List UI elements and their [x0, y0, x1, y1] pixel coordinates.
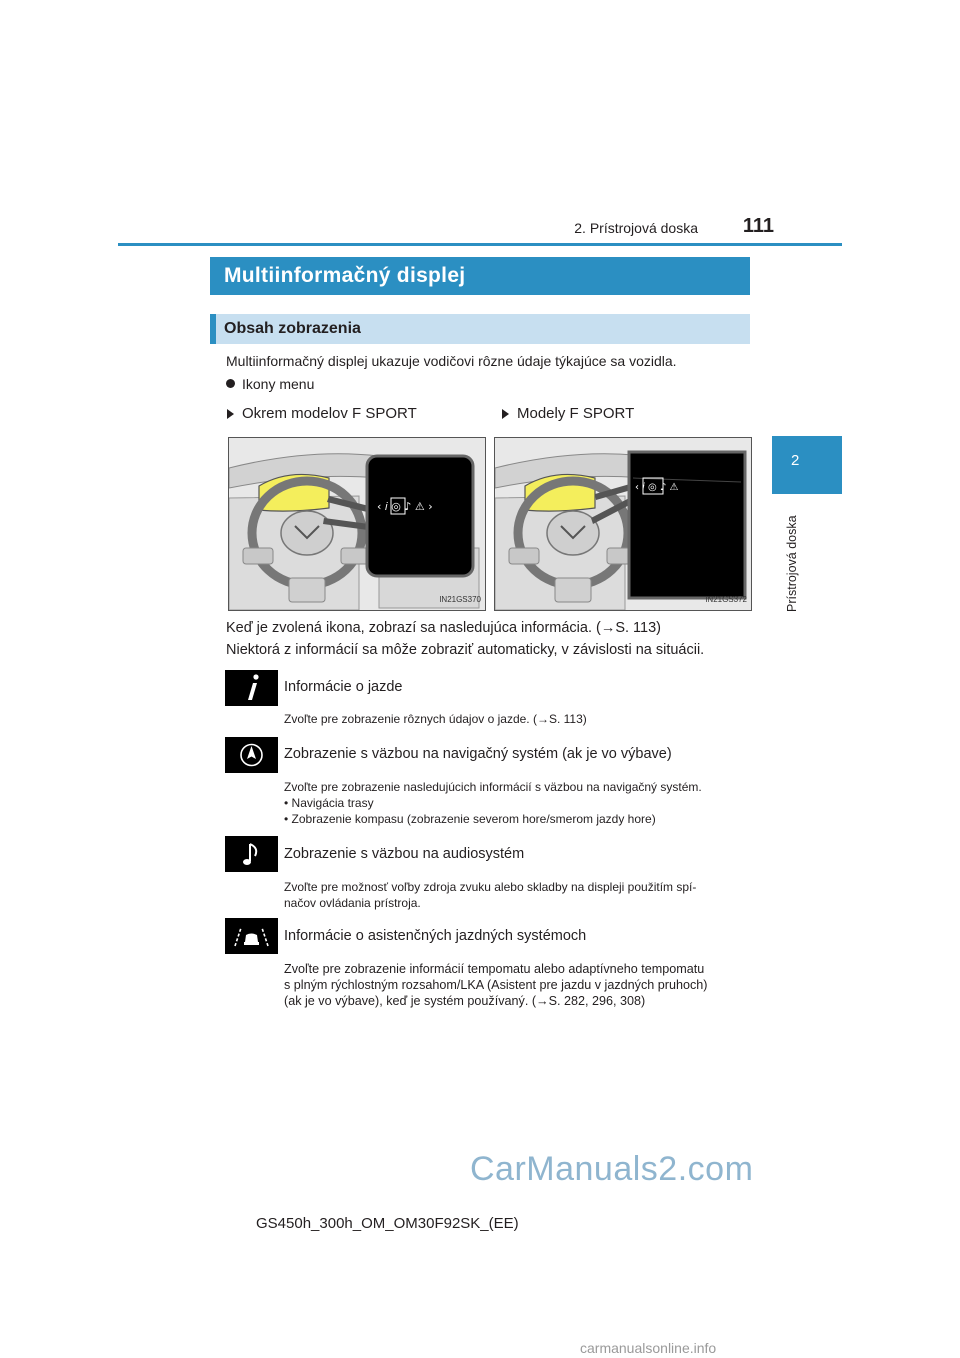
page-number: 111: [742, 215, 774, 237]
dashboard-illustration: [495, 438, 751, 610]
item-title-driving-info: Informácie o jazde: [284, 679, 403, 695]
item-title-audio: Zobrazenie s väzbou na audiosystém: [284, 846, 525, 862]
item-desc-line: Zvoľte pre zobrazenie nasledujúcich informácií s väzbou na navigačný systém.: [284, 780, 702, 794]
header-section-title: 2. Prístrojová doska: [574, 220, 698, 236]
figure-right-caption: Modely F SPORT: [517, 405, 635, 422]
driving-assist-icon: [225, 918, 278, 954]
svg-text:‹ 𝑖 ◎ ♪ ⚠ ›: ‹ 𝑖 ◎ ♪ ⚠ ›: [377, 500, 433, 513]
navigation-icon: [225, 737, 278, 773]
figure-code: IN21GS370: [439, 595, 481, 604]
section-heading-text: Multiinformačný displej: [224, 264, 466, 287]
music-note-icon: [225, 836, 278, 872]
figure-code: IN21GS372: [705, 595, 747, 604]
item-desc-line: Zvoľte pre zobrazenie informácií tempomatu alebo adaptívneho tempomatu: [284, 962, 705, 976]
header-divider: [118, 243, 842, 246]
after-figures-line-2: Niektorá z informácií sa môže zobraziť automaticky, v závislosti na situácii.: [226, 642, 705, 658]
intro-paragraph: Multiinformačný displej ukazuje vodičovi rôzne údaje týkajúce sa vozidla.: [226, 353, 677, 369]
figure-dashboard-standard: [228, 437, 486, 611]
item-desc-line: Zvoľte pre možnosť voľby zdroja zvuku alebo skladby na displeji použitím spí-: [284, 880, 697, 894]
chapter-tab: [772, 436, 842, 494]
chapter-side-title-text: Prístrojová doska: [785, 515, 799, 612]
bullet-text: Ikony menu: [242, 376, 315, 392]
chapter-number: 2: [791, 452, 800, 469]
item-desc-line: s plným rýchlostným rozsahom/LKA (Asistent pre jazdu v jazdných pruhoch): [284, 978, 708, 992]
triangle-bullet-icon: [502, 409, 509, 419]
after-figures-line-1: Keď je zvolená ikona, zobrazí sa nasledujúca informácia. (→S. 113): [226, 620, 662, 636]
info-i-icon: [225, 670, 278, 706]
dashboard-illustration: [229, 438, 485, 610]
subsection-heading-text: Obsah zobrazenia: [224, 320, 361, 337]
figure-left-caption: Okrem modelov F SPORT: [242, 405, 417, 422]
bullet-dot-icon: [226, 379, 235, 388]
item-desc-line: načov ovládania prístroja.: [284, 896, 421, 910]
subsection-heading: [210, 314, 750, 344]
item-title-driving-assist: Informácie o asistenčných jazdných systémoch: [284, 928, 587, 944]
triangle-bullet-icon: [227, 409, 234, 419]
figure-dashboard-f-sport: [494, 437, 752, 611]
item-title-navigation: Zobrazenie s väzbou na navigačný systém (ak je vo výbave): [284, 746, 672, 762]
item-desc-line: • Zobrazenie kompasu (zobrazenie severom hore/smerom jazdy hore): [284, 812, 656, 826]
svg-text:‹ 𝑖 ◎ ♪ ⚠: ‹ 𝑖 ◎ ♪ ⚠: [635, 482, 679, 493]
footer-model-code: GS450h_300h_OM_OM30F92SK_(EE): [256, 1215, 519, 1232]
section-heading: [210, 257, 750, 295]
item-desc-line: Zvoľte pre zobrazenie rôznych údajov o jazde. (→S. 113): [284, 712, 587, 726]
item-desc-line: • Navigácia trasy: [284, 796, 374, 810]
watermark-text: CarManuals2.com: [470, 1150, 754, 1188]
chapter-side-title: [782, 505, 806, 625]
footer-site-text: carmanualsonline.info: [580, 1340, 717, 1356]
item-desc-line: (ak je vo výbave), keď je systém používaný. (→S. 282, 296, 308): [284, 994, 646, 1008]
